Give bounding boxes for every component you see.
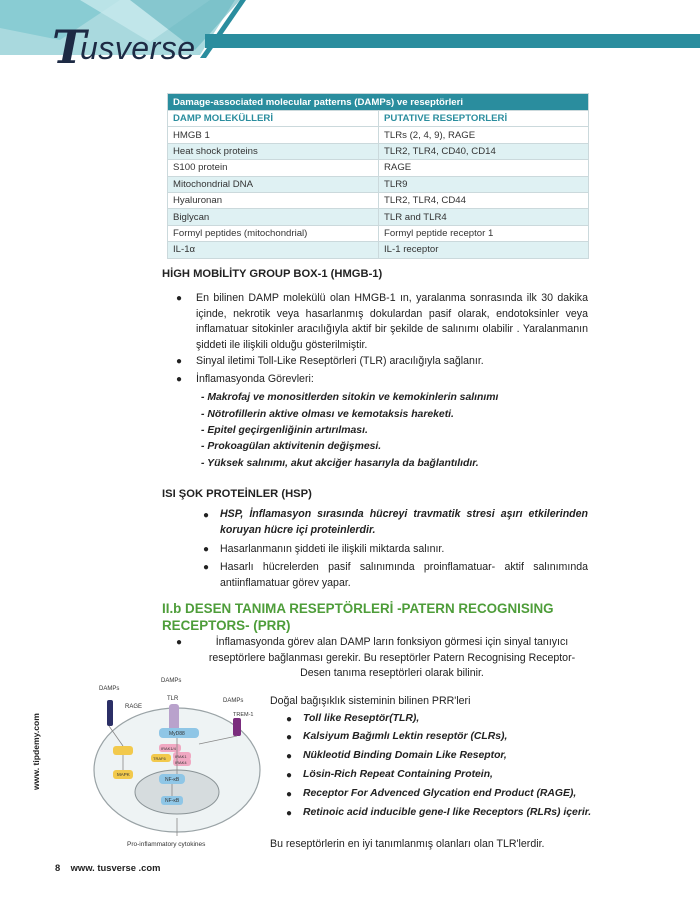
table-cell: IL-1α [168,242,379,258]
footer [55,862,160,873]
diagram-label: NF-κB [165,798,180,804]
diagram-label: IRAK1/4 [161,746,176,751]
prr-list-item: Toll like Reseptör(TLR), [303,713,420,724]
role-item: - Epitel geçirgenliğinin artırılması. [201,425,368,436]
bullet-icon: ● [286,770,293,781]
hsp-paragraph-1: HSP, İnflamasyon sırasında hücreyi travmatik stresi aşırı etkilerinden koruyan hücre içi proteinlerdir. [220,508,588,536]
table-row [168,225,589,241]
column-header-receptors: PUTATIVE RESEPTORLERİ [379,111,589,127]
table-title: Damage-associated molecular patterns (DAMPs) ve reseptörleri [168,94,589,111]
prr-signaling-diagram [87,670,267,850]
prr-closing: Bu reseptörlerin en iyi tanımlanmış olanları olan TLR'lerdir. [270,838,545,850]
footer-url: www. tusverse .com [70,862,161,873]
diagram-label: NF-κB [165,777,180,783]
bullet-icon: ● [176,637,183,648]
table-row [168,143,589,159]
table-cell: Formyl peptide receptor 1 [379,225,589,241]
diagram-label: DAMPs [99,686,120,692]
table-cell: Hyaluronan [168,192,379,208]
diagram-label: RAGE [125,704,143,710]
bullet-icon: ● [176,293,183,304]
diagram-label: TLR [167,696,179,702]
diagram-label: MAPK [117,772,130,777]
bullet-icon: ● [286,714,293,725]
diagram-label: DAMPs [223,698,244,704]
prr-intro: Doğal bağışıklık sisteminin bilinen PRR'leri [270,695,471,707]
table-cell: Mitochondrial DNA [168,176,379,192]
bullet-icon: ● [286,732,293,743]
prr-list-item: Receptor For Advenced Glycation end Product (RAGE), [303,788,577,799]
role-item: - Makrofaj ve monositlerden sitokin ve kemokinlerin salınımı [201,392,499,403]
table-cell: TLR2, TLR4, CD40, CD14 [379,143,589,159]
table-cell: TLRs (2, 4, 9), RAGE [379,127,589,143]
diagram-label: TREM-1 [233,712,254,718]
table-title-row [168,94,589,111]
table-cell: HMGB 1 [168,127,379,143]
table-cell: RAGE [379,160,589,176]
table-cell: TLR and TLR4 [379,209,589,225]
hmgb1-heading: HİGH MOBİLİTY GROUP BOX-1 (HMGB-1) [162,268,383,280]
bullet-icon: ● [286,751,293,762]
diagram-label: IRAK4 [175,760,187,765]
table-row [168,160,589,176]
diagram-caption: Pro-inflammatory cytokines [127,841,206,848]
prr-list-item: Lösin-Rich Repeat Containing Protein, [303,769,493,780]
prr-list-item: Kalsiyum Bağımlı Lektin reseptör (CLRs), [303,731,508,742]
damp-receptor-table [167,93,589,259]
bullet-icon: ● [286,789,293,800]
bullet-icon: ● [203,510,210,521]
role-item: - Prokoagülan aktivitenin değişmesi. [201,441,382,452]
table-row [168,176,589,192]
diagram-label: IRAK1 [175,754,187,759]
table-cell: S100 protein [168,160,379,176]
prr-list-item: Nükleotid Binding Domain Like Reseptor, [303,750,507,761]
table-row [168,209,589,225]
bullet-icon: ● [176,356,183,367]
table-row [168,242,589,258]
prr-list-item: Retinoic acid inducible gene-I like Receptors (RLRs) içerir. [303,807,592,818]
bullet-icon: ● [203,544,210,555]
table-row [168,192,589,208]
bullet-icon: ● [176,374,183,385]
hsp-paragraph-3: Hasarlı hücrelerden pasif salınımında proinflamatuar- aktif salınımında antiinflamatuar görev yapar. [220,561,588,589]
prr-heading: II.b DESEN TANIMA RESEPTÖRLERİ -PATERN RECOGNISING RECEPTORS- (PRR) [162,601,554,633]
table-cell: TLR2, TLR4, CD44 [379,192,589,208]
table-cell: Formyl peptides (mitochondrial) [168,225,379,241]
prr-paragraph-1: İnflamasyonda görev alan DAMP ların fonksiyon görmesi için sinyal tanıyıcı reseptörlere bağlanması gerekir. Bu reseptörler Patern Recognising Receptor- Desen tanıma reseptörleri olarak bilinir. [208,636,576,679]
table-cell: Biglycan [168,209,379,225]
table-row [168,127,589,143]
hmgb1-roles-label: İnflamasyonda Görevleri: [196,373,314,385]
table-header-row [168,111,589,127]
table-cell: Heat shock proteins [168,143,379,159]
diagram-label: TRAF6 [153,756,166,761]
page-number: 8 [55,862,61,873]
hmgb1-paragraph-1: En bilinen DAMP molekülü olan HMGB-1 ın, yaralanma sonrasında ilk 30 dakika içinde, nekrotik veya hasarlanmış dokulardan pasif olarak, endotoksinler veya inflamatuar sitokinler aracılığıyla aktif bir şekilde de salınımı olabilir . Yaralanmanın şiddeti ile ilişkili olduğu gösterilmiştir. [196,292,588,351]
hsp-heading: ISI ŞOK PROTEİNLER (HSP) [162,488,312,500]
diagram-label: DAMPs [161,678,182,684]
diagram-label: MyD88 [169,731,185,737]
column-header-damp: DAMP MOLEKÜLLERİ [168,111,379,127]
bullet-icon: ● [203,562,210,573]
role-item: - Yüksek salınımı, akut akciğer hasarıyla da bağlantılıdır. [201,458,479,469]
table-cell: IL-1 receptor [379,242,589,258]
role-item: - Nötrofillerin aktive olması ve kemotaksis hareketi. [201,409,454,420]
table-cell: TLR9 [379,176,589,192]
bullet-icon: ● [286,808,293,819]
hmgb1-paragraph-2: Sinyal iletimi Toll-Like Reseptörleri (TLR) aracılığıyla sağlanır. [196,355,484,367]
side-website-url: www. tipdemy.com [31,713,41,790]
hsp-paragraph-2: Hasarlanmanın şiddeti ile ilişkili miktarda salınır. [220,543,445,555]
